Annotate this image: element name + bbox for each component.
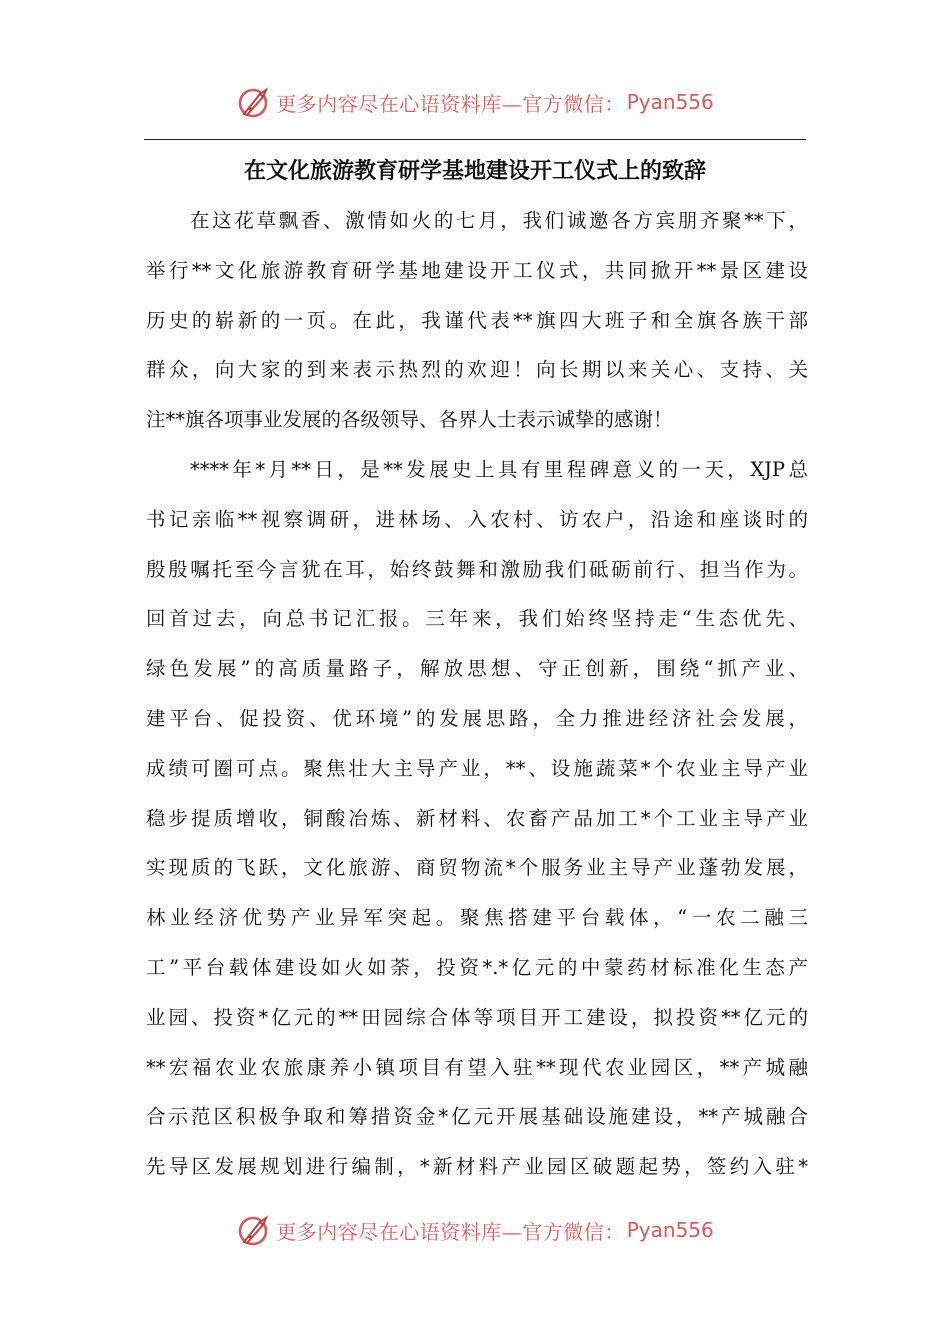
banner-text: 更多内容尽在心语资料库—官方微信： [276,1219,625,1244]
text-line: 业园、投资*亿元的**田园综合体等项目开工建设，拟投资**亿元的 [146,1005,808,1029]
text-line: **宏福农业农旅康养小镇项目有望入驻**现代农业园区，**产城融 [146,1055,808,1079]
wechat-id: Pyan556 [626,90,714,114]
text-line: 稳步提质增收，铜酸冶炼、新材料、农畜产品加工*个工业主导产业 [146,806,808,830]
text-line: 举行**文化旅游教育研学基地建设开工仪式，共同掀开**景区建设 [146,258,808,282]
banner-text: 更多内容尽在心语资料库—官方微信： [276,91,625,116]
text-line: 群众，向大家的到来表示热烈的欢迎！向长期以来关心、支持、关 [146,358,808,382]
text-line: 先导区发展规划进行编制，*新材料产业园区破题起势，签约入驻* [146,1155,808,1179]
header-divider [144,139,806,140]
text-line: 建平台、促投资、优环境”的发展思路，全力推进经济社会发展， [146,706,808,730]
pen-nib-logo-icon [236,1212,272,1248]
wechat-id: Pyan556 [626,1218,714,1242]
text-line: 书记亲临**视察调研，进林场、入农村、访农户，沿途和座谈时的 [146,507,808,531]
text-line: 绿色发展”的高质量路子，解放思想、守正创新，围绕“抓产业、 [146,657,808,681]
text-line: 历史的崭新的一页。在此，我谨代表**旗四大班子和全旗各族干部 [146,308,808,332]
text-line: 成绩可圈可点。聚焦壮大主导产业，**、设施蔬菜*个农业主导产业 [146,756,808,780]
document-body [146,196,808,1192]
header-banner [0,82,950,122]
text-line: ****年*月**日，是**发展史上具有里程碑意义的一天，XJP总 [190,457,808,481]
text-line: 工”平台载体建设如火如荼，投资*.*亿元的中蒙药材标准化生态产 [146,955,808,979]
footer-banner [0,1210,950,1250]
text-line: 合示范区积极争取和筹措资金*亿元开展基础设施建设，**产城融合 [146,1105,808,1129]
text-line: 实现质的飞跃，文化旅游、商贸物流*个服务业主导产业蓬勃发展， [146,856,808,880]
text-line: 林业经济优势产业异军突起。聚焦搭建平台载体，“一农二融三 [146,906,808,930]
text-line: 殷殷嘱托至今言犹在耳，始终鼓舞和激励我们砥砺前行、担当作为。 [146,557,808,581]
text-line: 注**旗各项事业发展的各级领导、各界人士表示诚挚的感谢！ [146,408,673,432]
document-title: 在文化旅游教育研学基地建设开工仪式上的致辞 [243,159,706,184]
text-line: 回首过去，向总书记汇报。三年来，我们始终坚持走“生态优先、 [146,607,808,631]
text-line: 在这花草飘香、激情如火的七月，我们诚邀各方宾朋齐聚**下， [190,209,808,232]
pen-nib-logo-icon [236,84,272,120]
